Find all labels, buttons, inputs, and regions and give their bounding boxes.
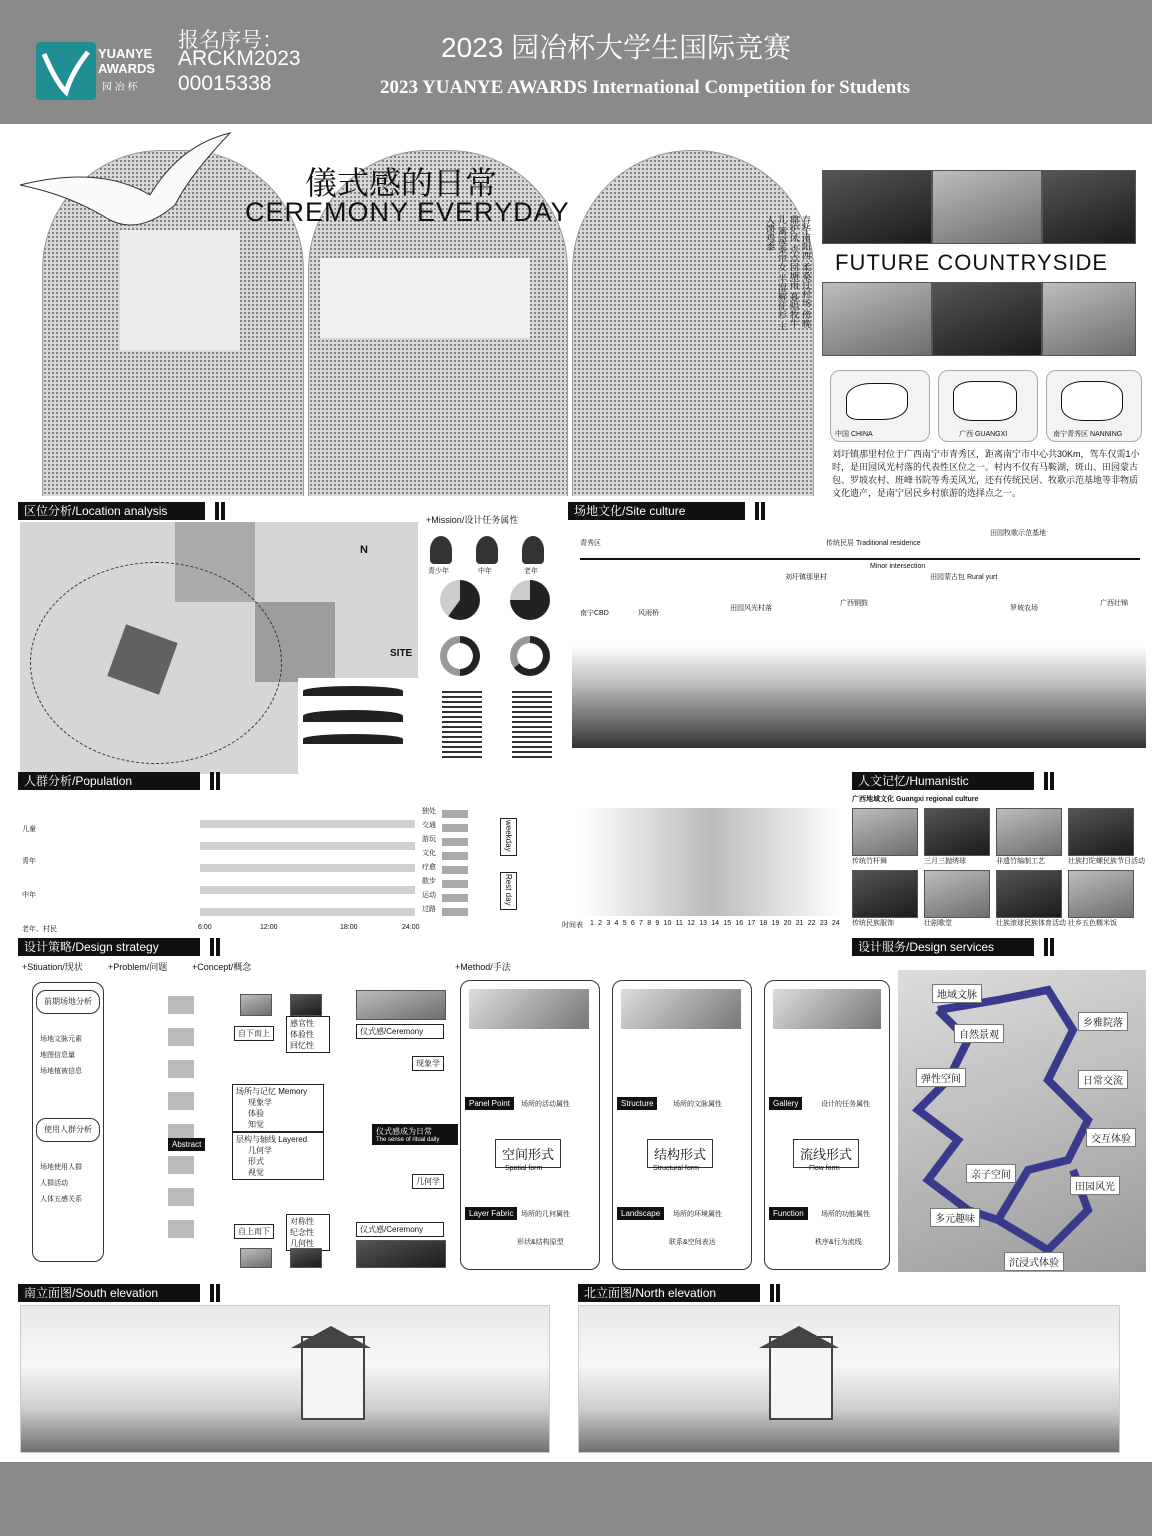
time-2: 18:00 <box>340 924 358 931</box>
culture-item-7: 壮乡五色糯米饭 <box>1068 920 1117 927</box>
north-label: N <box>360 544 368 556</box>
method-title-0: 空间形式 <box>495 1139 561 1168</box>
hours-label: 时间表 <box>562 922 583 929</box>
method-attr-1: 场所的文脉属性 <box>673 1101 722 1108</box>
culture-item-2: 非遗竹编制工艺 <box>996 858 1045 865</box>
hour-23: 23 <box>819 920 828 927</box>
ritual-cn: 仪式感成为日常 <box>376 1127 432 1136</box>
hour-1: 1 <box>590 920 594 927</box>
culture-photo-1 <box>924 808 990 856</box>
map-nanning-label: 南宁青秀区 NANNING <box>1053 431 1123 438</box>
hour-9: 9 <box>655 920 660 927</box>
service-5: 交互体验 <box>1086 1128 1136 1147</box>
people-label-0: 儿童 <box>22 826 36 833</box>
method-env-1: 场所的环境属性 <box>673 1211 722 1218</box>
abstract-label: Abstract <box>168 1138 205 1151</box>
culture-node-6: 广西铜鼓 <box>840 600 868 607</box>
feel-1: 体验性 <box>290 1030 314 1039</box>
hour-22: 22 <box>807 920 816 927</box>
service-9: 沉浸式体验 <box>1004 1252 1064 1271</box>
culture-node-8: 田园蒙古包 Rural yurt <box>930 574 998 581</box>
method-tag2-1: Landscape <box>617 1207 664 1220</box>
donut-chart-1 <box>440 636 480 676</box>
memory-box <box>232 1084 324 1132</box>
method-note-2: 秩序&行为流线 <box>815 1239 862 1246</box>
left-b-item-2: 人体五感关系 <box>40 1196 82 1203</box>
activity-4: 疗愈 <box>422 864 436 871</box>
method-tag2-2: Function <box>769 1207 808 1220</box>
method-env-0: 场所的几何属性 <box>521 1211 570 1218</box>
hour-16: 16 <box>735 920 744 927</box>
method-sub-1: Structural form <box>653 1165 699 1172</box>
activity-5: 散步 <box>422 878 436 885</box>
method-column-flow <box>764 980 890 1270</box>
sym-0: 对称性 <box>290 1217 314 1226</box>
service-4: 日常交流 <box>1078 1070 1128 1089</box>
donut-chart-2 <box>510 636 550 676</box>
feel-box <box>286 1016 330 1053</box>
section-services: 设计服务/Design services <box>852 938 1034 956</box>
section-south: 南立面图/South elevation <box>18 1284 200 1302</box>
service-0: 地域文脉 <box>932 984 982 1003</box>
population-icons <box>22 796 192 932</box>
memory-title: 场所与记忆 Memory <box>236 1087 308 1096</box>
photo-3 <box>1042 170 1136 244</box>
culture-node-12: 广西壮锦 <box>1100 600 1128 607</box>
culture-photo-6 <box>996 870 1062 918</box>
flow-chart <box>580 808 842 916</box>
bar-chart-1 <box>442 688 482 758</box>
adult-icon <box>476 536 498 564</box>
mission-label: +Mission/设计任务属性 <box>426 515 519 525</box>
hour-24: 24 <box>831 920 840 927</box>
service-7: 田园风光 <box>1070 1176 1120 1195</box>
activity-6: 运动 <box>422 892 436 899</box>
ritual-en: The sense of ritual daily <box>376 1137 440 1143</box>
culture-collage <box>572 620 1146 748</box>
activity-swatches <box>442 810 468 918</box>
site-description: 刘圩镇那里村位于广西南宁市青秀区，距离南宁市中心共30Km，驾车仅需1小时，是田园风光村落的代表性区位之一。村内不仅有马鞍湖，斑山、田园蒙古包、罗坡农村、班峰书院等秀美风光，还有传统民居、牧歌示范基地等非物质文化遗产，是南宁居民乡村旅游的选择点之一。 <box>832 449 1140 498</box>
ceremony-box-top: 仪式感/Ceremony <box>356 1024 444 1039</box>
photo-1 <box>822 170 932 244</box>
culture-photo-3 <box>1068 808 1134 856</box>
south-elevation <box>20 1305 550 1453</box>
service-3: 弹性空间 <box>916 1068 966 1087</box>
geometry-box: 几何学 <box>412 1174 444 1189</box>
section-site-culture: 场地文化/Site culture <box>568 502 745 520</box>
hour-14: 14 <box>711 920 720 927</box>
activity-3: 文化 <box>422 850 436 857</box>
method-note-0: 形状&结构原型 <box>517 1239 564 1246</box>
section-strategy: 设计策略/Design strategy <box>18 938 200 956</box>
concept-photo-3 <box>240 1248 272 1268</box>
culture-item-1: 三月三抛绣球 <box>924 858 966 865</box>
ritual-box <box>372 1124 458 1145</box>
title-cn: 2023 园冶杯大学生国际竞赛 <box>441 32 792 63</box>
reg-label: 报名序号： <box>178 29 283 52</box>
ceremony-box-bottom: 仪式感/Ceremony <box>356 1222 444 1237</box>
memory-0: 现象学 <box>248 1098 272 1107</box>
concept-photo-1 <box>240 994 272 1016</box>
hour-4: 4 <box>614 920 619 927</box>
method-column-structural <box>612 980 752 1270</box>
feel-2: 回忆性 <box>290 1041 314 1050</box>
culture-node-4: 刘圩镇那里村 <box>785 574 827 581</box>
building-facade <box>320 258 530 338</box>
culture-node-3: 田园风光村落 <box>730 605 772 612</box>
method-tag1-2: Gallery <box>769 1097 802 1110</box>
sym-box <box>286 1214 330 1251</box>
hour-8: 8 <box>647 920 652 927</box>
hour-15: 15 <box>723 920 732 927</box>
hour-6: 6 <box>630 920 635 927</box>
map-china-label: 中国 CHINA <box>835 431 873 438</box>
hero-title-en: CEREMONY EVERYDAY <box>245 197 570 227</box>
hero-title-cn: 儀式感的日常 <box>305 165 498 201</box>
site-label: SITE <box>390 648 413 659</box>
user-analysis-box: 使用人群分析 <box>36 1118 100 1142</box>
top-down-box: 自上而下 <box>234 1224 274 1239</box>
method-tag1-0: Panel Point <box>465 1097 514 1110</box>
culture-item-6: 壮族滚球民族体育活动 <box>996 920 1066 927</box>
service-1: 乡雅院落 <box>1078 1012 1128 1031</box>
layered-2: 视觉 <box>248 1168 264 1177</box>
photo-4 <box>822 282 932 356</box>
head-problem: +Problem/问题 <box>108 962 168 972</box>
humanistic-subtitle: 广西地域文化 Guangxi regional culture <box>852 796 979 803</box>
culture-item-5: 壮剧歌堂 <box>924 920 952 927</box>
activity-7: 过路 <box>422 906 436 913</box>
hour-21: 21 <box>795 920 804 927</box>
culture-node-0: 青秀区 <box>580 540 601 547</box>
section-humanistic: 人文记忆/Humanistic <box>852 772 1034 790</box>
culture-node-5: 传统民居 Traditional residence <box>826 540 921 547</box>
pie-chart-1 <box>440 580 480 620</box>
mission-panel <box>428 528 564 768</box>
service-8: 多元趣味 <box>930 1208 980 1227</box>
culture-node-7: Minor intersection <box>870 563 926 570</box>
method-attr-2: 设计的任务属性 <box>821 1101 870 1108</box>
head-concept: +Concept/概念 <box>192 962 252 972</box>
photo-5 <box>932 282 1042 356</box>
hour-11: 11 <box>675 920 683 927</box>
activity-1: 交通 <box>422 822 436 829</box>
feel-0: 感官性 <box>290 1019 314 1028</box>
logo-text-2: AWARDS <box>98 61 156 76</box>
method-column-spatial <box>460 980 600 1270</box>
bottom-up-box: 自下而上 <box>234 1026 274 1041</box>
head-situation: +Stiuation/现状 <box>22 962 83 972</box>
age-label-2: 老年 <box>524 568 538 575</box>
photo-6 <box>1042 282 1136 356</box>
logo-mark-icon <box>36 42 96 100</box>
culture-node-9: 田园牧歌示范基地 <box>990 530 1046 537</box>
method-tag2-0: Layer Fabric <box>465 1207 517 1220</box>
map-china <box>830 370 930 442</box>
left-b-item-0: 场地使用人群 <box>40 1164 82 1171</box>
bar-chart-2 <box>512 688 552 758</box>
phenomenology-box: 现象学 <box>412 1056 444 1071</box>
people-label-3: 老年、村民 <box>22 926 57 933</box>
reg-code-2: 00015338 <box>178 72 272 95</box>
culture-photo-4 <box>852 870 918 918</box>
method-env-2: 场所的功能属性 <box>821 1211 870 1218</box>
layered-0: 几何学 <box>248 1146 272 1155</box>
left-a-item-1: 地图信息量 <box>40 1052 75 1059</box>
youth-icon <box>430 536 452 564</box>
head-method: +Method/手法 <box>455 962 511 972</box>
map-nanning <box>1046 370 1142 442</box>
service-2: 自然景观 <box>954 1024 1004 1043</box>
hour-13: 13 <box>699 920 708 927</box>
layered-1: 形式 <box>248 1157 264 1166</box>
activity-2: 游玩 <box>422 836 436 843</box>
method-attr-0: 场所的活动属性 <box>521 1101 570 1108</box>
sym-1: 纪念性 <box>290 1228 314 1237</box>
method-sub-2: Flow form <box>809 1165 840 1172</box>
culture-node-1: 南宁CBD <box>580 610 609 617</box>
hour-2: 2 <box>598 920 603 927</box>
memory-2: 知觉 <box>248 1120 264 1129</box>
concept-photo-4 <box>290 1248 322 1268</box>
future-title: FUTURE COUNTRYSIDE <box>835 250 1109 275</box>
ceremony-photo-bottom <box>356 1240 446 1268</box>
culture-photo-2 <box>996 808 1062 856</box>
restday-label: Rest day <box>500 872 517 910</box>
yuanye-logo <box>36 42 96 100</box>
hour-19: 19 <box>771 920 780 927</box>
title-en: 2023 YUANYE AWARDS International Competition for Students <box>380 77 910 98</box>
culture-photo-0 <box>852 808 918 856</box>
reg-code-1: ARCKM2023 <box>178 47 301 70</box>
left-b-item-1: 人群活动 <box>40 1180 68 1187</box>
concept-photo-2 <box>290 994 322 1016</box>
photo-2 <box>932 170 1042 244</box>
hour-3: 3 <box>606 920 611 927</box>
section-location: 区位分析/Location analysis <box>18 502 205 520</box>
people-label-1: 青年 <box>22 858 36 865</box>
sym-2: 几何性 <box>290 1239 314 1248</box>
service-6: 亲子空间 <box>966 1164 1016 1183</box>
weekday-label: weekday <box>500 818 517 856</box>
people-label-2: 中年 <box>22 892 36 899</box>
layered-box <box>232 1132 324 1180</box>
pie-chart-2 <box>510 580 550 620</box>
culture-item-4: 传统民族服饰 <box>852 920 894 927</box>
hour-17: 17 <box>747 920 756 927</box>
section-population: 人群分析/Population <box>18 772 200 790</box>
ceremony-photo-top <box>356 990 446 1020</box>
culture-item-0: 传统竹杆舞 <box>852 858 887 865</box>
hour-18: 18 <box>759 920 768 927</box>
activity-0: 独处 <box>422 808 436 815</box>
left-a-item-0: 场地文脉元素 <box>40 1036 82 1043</box>
culture-node-2: 风雨桥 <box>638 610 659 617</box>
footer-bar <box>0 1462 1152 1536</box>
section-north: 北立面图/North elevation <box>578 1284 760 1302</box>
north-elevation <box>578 1305 1120 1453</box>
culture-item-3: 壮族打陀螺民族节日活动 <box>1068 858 1145 865</box>
method-title-2: 流线形式 <box>793 1139 859 1168</box>
site-analysis-box: 前期场地分析 <box>36 990 100 1014</box>
problem-thumbs <box>168 990 194 1246</box>
logo-text-1: YUANYE <box>98 46 153 61</box>
method-tag1-1: Structure <box>617 1097 657 1110</box>
time-0: 6:00 <box>198 924 212 931</box>
left-a-item-2: 场地植被信息 <box>40 1068 82 1075</box>
hour-12: 12 <box>687 920 695 927</box>
map-guangxi-label: 广西 GUANGXI <box>959 431 1008 438</box>
memory-1: 体验 <box>248 1109 264 1118</box>
logo-text-3: 园 冶 杯 <box>102 82 138 93</box>
hour-10: 10 <box>663 920 672 927</box>
hour-7: 7 <box>639 920 643 927</box>
time-3: 24:00 <box>402 924 420 931</box>
time-1: 12:00 <box>260 924 278 931</box>
activity-bars <box>200 806 415 922</box>
hour-20: 20 <box>783 920 792 927</box>
hour-5: 5 <box>622 920 627 927</box>
method-note-1: 联系&空间表达 <box>669 1239 716 1246</box>
culture-photo-7 <box>1068 870 1134 918</box>
hours-axis <box>590 920 840 927</box>
method-title-1: 结构形式 <box>647 1139 713 1168</box>
density-charts <box>298 678 418 774</box>
culture-node-10: 罗坡农场 <box>1010 605 1038 612</box>
layered-title: 层构与轴线 Layered <box>236 1135 308 1144</box>
culture-photo-5 <box>924 870 990 918</box>
hero-poem: 春华南阳西 柔桑过村场 傍晚鼎炉风 点点回塘雨 暮唱牧牛儿 篱窥蓁帘女 半湿解征衫 主人馈鸡黍 <box>765 215 811 331</box>
elder-icon <box>522 536 544 564</box>
bird-icon <box>10 125 250 275</box>
age-label-1: 中年 <box>478 568 492 575</box>
age-label-0: 青少年 <box>428 568 449 575</box>
map-guangxi <box>938 370 1038 442</box>
method-sub-0: Spatial form <box>505 1165 543 1172</box>
